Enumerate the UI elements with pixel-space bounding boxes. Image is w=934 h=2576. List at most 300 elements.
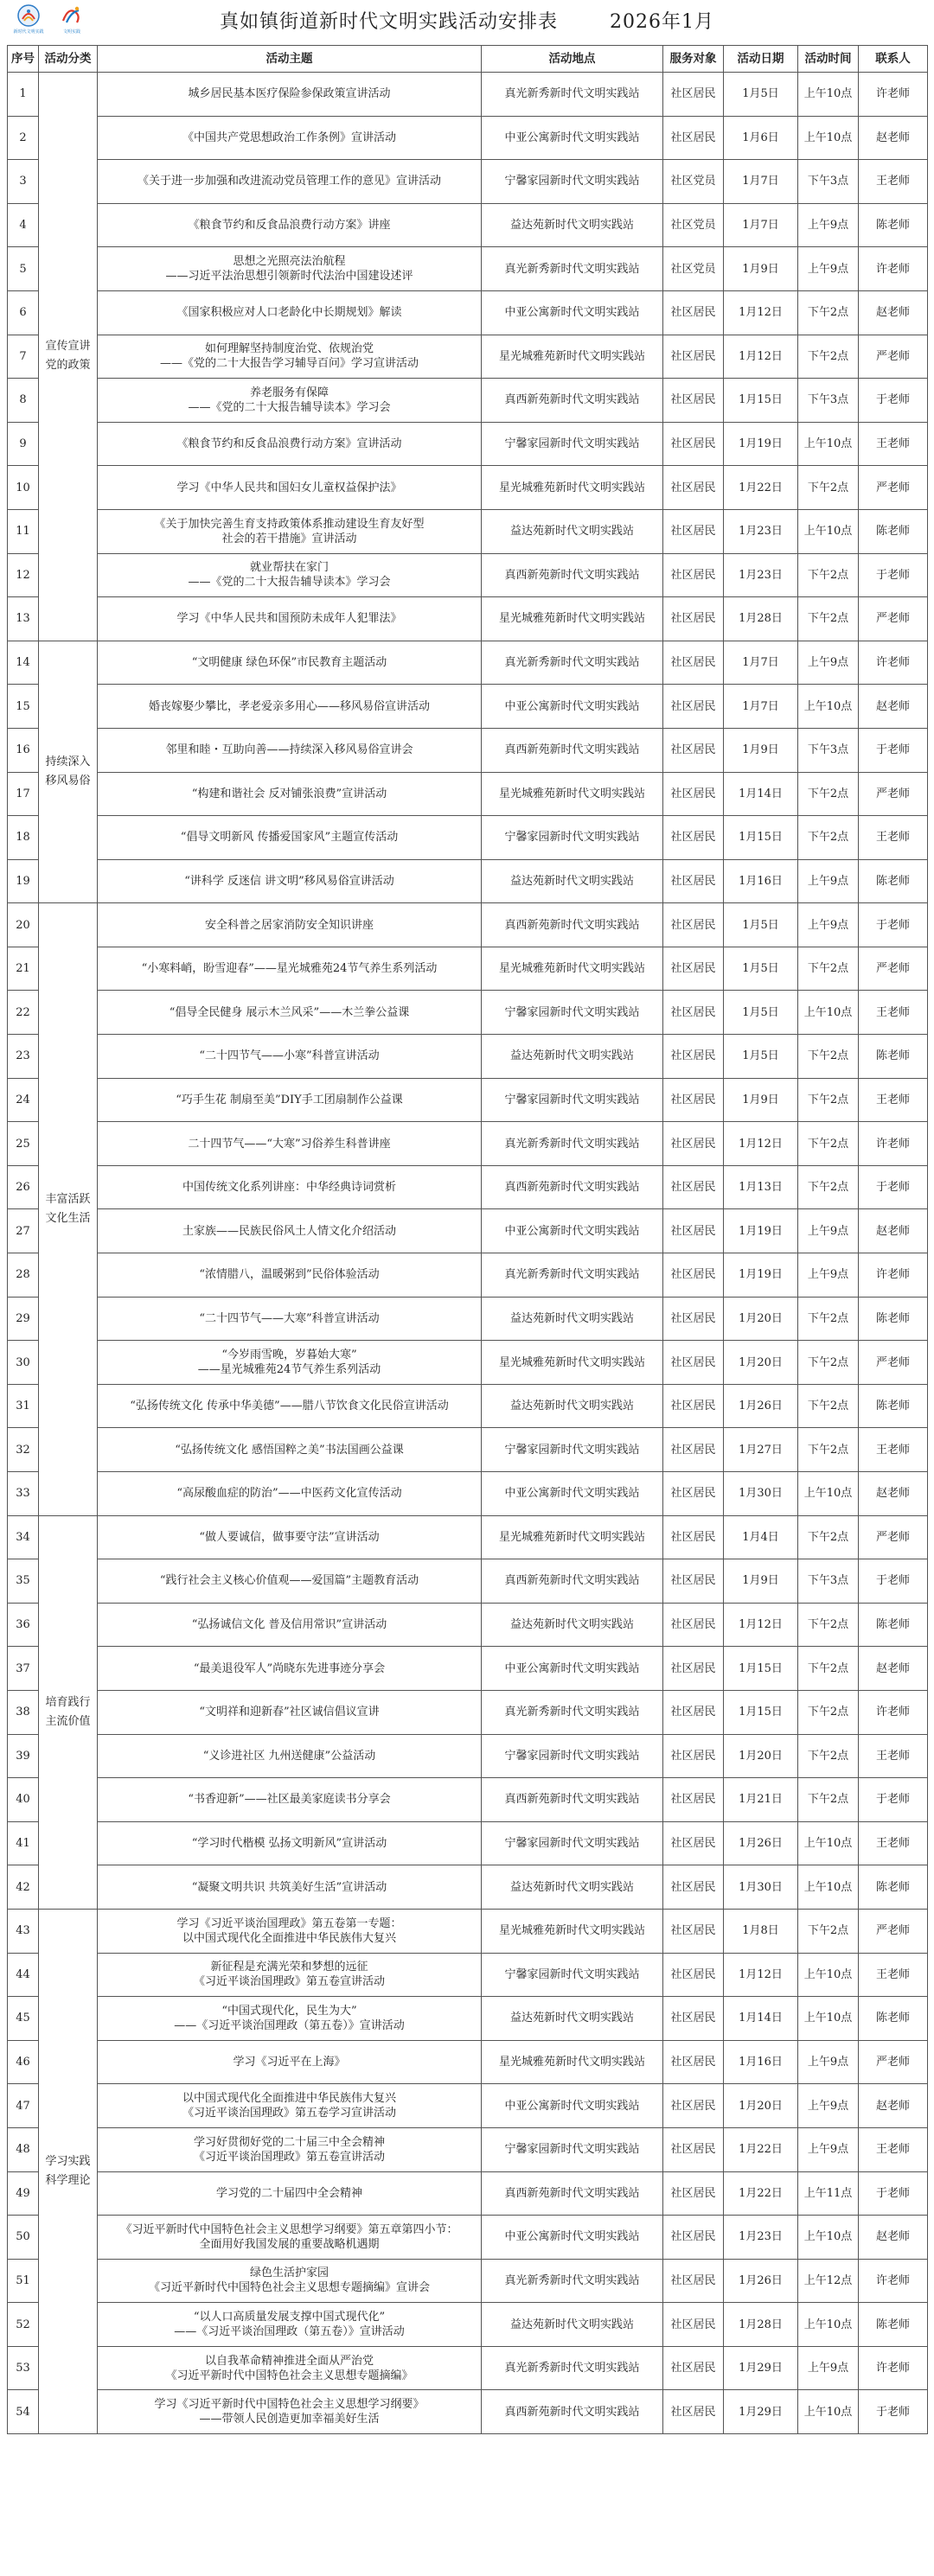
activity-place: 中亚公寓新时代文明实践站 — [482, 1209, 663, 1253]
activity-contact: 王老师 — [859, 422, 928, 466]
table-row — [8, 728, 928, 772]
activity-number: 3 — [8, 160, 39, 204]
activity-date: 1月5日 — [724, 903, 798, 947]
activity-contact: 赵老师 — [859, 2084, 928, 2128]
activity-theme: 学习好贯彻好党的二十届三中全会精神 《习近平谈治国理政》第五卷宣讲活动 — [98, 2127, 482, 2171]
activity-time: 上午9点 — [798, 2084, 859, 2128]
activity-target: 社区居民 — [663, 1297, 724, 1341]
activity-place: 真西新苑新时代文明实践站 — [482, 379, 663, 423]
activity-date: 1月12日 — [724, 290, 798, 335]
activity-contact: 陈老师 — [859, 203, 928, 247]
activity-place: 真光新秀新时代文明实践站 — [482, 2259, 663, 2303]
activity-theme: “凝聚文明共识 共筑美好生活”宣讲活动 — [98, 1865, 482, 1910]
table-row — [8, 641, 928, 685]
activity-number: 30 — [8, 1341, 39, 1385]
activity-time: 上午9点 — [798, 641, 859, 685]
activity-theme: “二十四节气——小寒”科普宣讲活动 — [98, 1035, 482, 1079]
activity-target: 社区居民 — [663, 903, 724, 947]
activity-place: 真光新秀新时代文明实践站 — [482, 1690, 663, 1734]
activity-place: 益达苑新时代文明实践站 — [482, 2303, 663, 2347]
activity-place: 星光城雅苑新时代文明实践站 — [482, 335, 663, 379]
activity-contact: 陈老师 — [859, 1865, 928, 1910]
activity-theme: 安全科普之居家消防安全知识讲座 — [98, 903, 482, 947]
activity-date: 1月15日 — [724, 379, 798, 423]
activity-time: 下午2点 — [798, 1035, 859, 1079]
activity-date: 1月9日 — [724, 1078, 798, 1122]
activity-theme: “义诊进社区 九州送健康”公益活动 — [98, 1734, 482, 1778]
table-row — [8, 2040, 928, 2084]
activity-place: 宁馨家园新时代文明实践站 — [482, 1428, 663, 1472]
activity-theme: 新征程是充满光荣和梦想的远征 《习近平谈治国理政》第五卷宣讲活动 — [98, 1953, 482, 1997]
activity-contact: 王老师 — [859, 1734, 928, 1778]
activity-place: 益达苑新时代文明实践站 — [482, 1603, 663, 1647]
activity-theme: “讲科学 反迷信 讲文明”移风易俗宣讲活动 — [98, 859, 482, 903]
activity-time: 上午10点 — [798, 991, 859, 1035]
activity-number: 42 — [8, 1865, 39, 1910]
table-row — [8, 859, 928, 903]
activity-theme: 中国传统文化系列讲座：中华经典诗词赏析 — [98, 1165, 482, 1209]
activity-date: 1月26日 — [724, 2259, 798, 2303]
activity-theme: 学习《中华人民共和国妇女儿童权益保护法》 — [98, 466, 482, 510]
activity-target: 社区居民 — [663, 1734, 724, 1778]
table-row — [8, 509, 928, 553]
activity-place: 真西新苑新时代文明实践站 — [482, 1165, 663, 1209]
activity-date: 1月8日 — [724, 1909, 798, 1953]
column-header-date: 活动日期 — [724, 46, 798, 73]
table-row — [8, 2127, 928, 2171]
activity-contact: 严老师 — [859, 1515, 928, 1559]
activity-time: 下午3点 — [798, 379, 859, 423]
table-row — [8, 1209, 928, 1253]
table-row — [8, 2303, 928, 2347]
activity-time: 上午9点 — [798, 1209, 859, 1253]
activity-time: 上午10点 — [798, 1472, 859, 1516]
activity-contact: 赵老师 — [859, 116, 928, 160]
activity-target: 社区居民 — [663, 1122, 724, 1166]
activity-number: 8 — [8, 379, 39, 423]
activity-number: 38 — [8, 1690, 39, 1734]
activity-date: 1月14日 — [724, 1997, 798, 2041]
activity-time: 上午10点 — [798, 509, 859, 553]
activity-theme: “倡导文明新风 传播爱国家风”主题宣传活动 — [98, 816, 482, 860]
activity-time: 下午2点 — [798, 597, 859, 641]
logo-left-text: 新时代文明实践 — [13, 29, 44, 35]
activity-time: 上午12点 — [798, 2259, 859, 2303]
activity-contact: 严老师 — [859, 2040, 928, 2084]
activity-target: 社区居民 — [663, 1515, 724, 1559]
activity-number: 34 — [8, 1515, 39, 1559]
table-row — [8, 1428, 928, 1472]
activity-contact: 于老师 — [859, 1559, 928, 1604]
column-header-theme: 活动主题 — [98, 46, 482, 73]
table-row — [8, 1778, 928, 1822]
activity-theme: 城乡居民基本医疗保险参保政策宣讲活动 — [98, 73, 482, 117]
activity-target: 社区居民 — [663, 1909, 724, 1953]
activity-date: 1月7日 — [724, 203, 798, 247]
activity-time: 下午2点 — [798, 1603, 859, 1647]
table-row — [8, 422, 928, 466]
activity-contact: 王老师 — [859, 1078, 928, 1122]
activity-theme: 《粮食节约和反食品浪费行动方案》宣讲活动 — [98, 422, 482, 466]
table-row — [8, 947, 928, 991]
activity-place: 益达苑新时代文明实践站 — [482, 203, 663, 247]
activity-date: 1月30日 — [724, 1865, 798, 1910]
activity-target: 社区党员 — [663, 247, 724, 291]
table-row — [8, 2216, 928, 2260]
activity-target: 社区居民 — [663, 816, 724, 860]
activity-theme: “以人口高质量发展支撑中国式现代化” ——《习近平谈治国理政（第五卷）》宣讲活动 — [98, 2303, 482, 2347]
activity-target: 社区居民 — [663, 2127, 724, 2171]
activity-time: 上午10点 — [798, 2216, 859, 2260]
activity-date: 1月30日 — [724, 1472, 798, 1516]
activity-date: 1月7日 — [724, 685, 798, 729]
column-header-no: 序号 — [8, 46, 39, 73]
activity-theme: “书香迎新”——社区最美家庭读书分享会 — [98, 1778, 482, 1822]
activity-target: 社区居民 — [663, 509, 724, 553]
activity-target: 社区居民 — [663, 1865, 724, 1910]
activity-date: 1月26日 — [724, 1384, 798, 1428]
activity-date: 1月6日 — [724, 116, 798, 160]
table-row — [8, 2390, 928, 2434]
activity-target: 社区党员 — [663, 203, 724, 247]
activity-number: 50 — [8, 2216, 39, 2260]
activity-date: 1月22日 — [724, 2171, 798, 2216]
activity-target: 社区居民 — [663, 1165, 724, 1209]
activity-target: 社区居民 — [663, 685, 724, 729]
activity-place: 星光城雅苑新时代文明实践站 — [482, 772, 663, 816]
activity-number: 29 — [8, 1297, 39, 1341]
activity-target: 社区居民 — [663, 1821, 724, 1865]
activity-number: 37 — [8, 1647, 39, 1691]
activity-number: 33 — [8, 1472, 39, 1516]
activity-place: 中亚公寓新时代文明实践站 — [482, 1472, 663, 1516]
activity-number: 10 — [8, 466, 39, 510]
activity-time: 下午2点 — [798, 1778, 859, 1822]
activity-time: 上午10点 — [798, 685, 859, 729]
activity-date: 1月22日 — [724, 466, 798, 510]
document-header — [7, 0, 927, 45]
activity-date: 1月16日 — [724, 859, 798, 903]
activity-time: 下午2点 — [798, 335, 859, 379]
table-row — [8, 1122, 928, 1166]
activity-time: 上午9点 — [798, 247, 859, 291]
activity-place: 益达苑新时代文明实践站 — [482, 1865, 663, 1910]
activity-theme: 养老服务有保障 ——《党的二十大报告辅导读本》学习会 — [98, 379, 482, 423]
activity-date: 1月27日 — [724, 1428, 798, 1472]
activity-time: 上午10点 — [798, 422, 859, 466]
activity-theme: 婚丧嫁娶少攀比，孝老爱亲多用心——移风易俗宣讲活动 — [98, 685, 482, 729]
activity-theme: “文明祥和迎新春”社区诚信倡议宣讲 — [98, 1690, 482, 1734]
activity-date: 1月20日 — [724, 2084, 798, 2128]
activity-place: 星光城雅苑新时代文明实践站 — [482, 1909, 663, 1953]
table-row — [8, 553, 928, 597]
activity-target: 社区居民 — [663, 2390, 724, 2434]
activity-theme: 学习《习近平新时代中国特色社会主义思想学习纲要》 ——带领人民创造更加幸福美好生活 — [98, 2390, 482, 2434]
activity-date: 1月4日 — [724, 1515, 798, 1559]
activity-date: 1月12日 — [724, 1122, 798, 1166]
activity-date: 1月29日 — [724, 2390, 798, 2434]
activity-place: 真西新苑新时代文明实践站 — [482, 553, 663, 597]
activity-contact: 许老师 — [859, 73, 928, 117]
activity-target: 社区居民 — [663, 859, 724, 903]
activity-number: 4 — [8, 203, 39, 247]
table-row — [8, 1603, 928, 1647]
activity-time: 上午9点 — [798, 2346, 859, 2390]
activity-contact: 于老师 — [859, 379, 928, 423]
activity-contact: 王老师 — [859, 991, 928, 1035]
activity-time: 上午10点 — [798, 116, 859, 160]
activity-target: 社区居民 — [663, 947, 724, 991]
activity-time: 上午10点 — [798, 1821, 859, 1865]
activity-time: 下午3点 — [798, 1559, 859, 1604]
activity-date: 1月5日 — [724, 947, 798, 991]
activity-contact: 严老师 — [859, 1341, 928, 1385]
activity-date: 1月21日 — [724, 1778, 798, 1822]
activity-target: 社区居民 — [663, 1078, 724, 1122]
activity-contact: 于老师 — [859, 903, 928, 947]
activity-target: 社区居民 — [663, 1253, 724, 1298]
activity-theme: 以中国式现代化全面推进中华民族伟大复兴 《习近平谈治国理政》第五卷学习宣讲活动 — [98, 2084, 482, 2128]
activity-time: 上午10点 — [798, 2303, 859, 2347]
activity-target: 社区居民 — [663, 1603, 724, 1647]
activity-contact: 陈老师 — [859, 859, 928, 903]
activity-number: 53 — [8, 2346, 39, 2390]
activity-number: 15 — [8, 685, 39, 729]
activity-place: 星光城雅苑新时代文明实践站 — [482, 2040, 663, 2084]
table-row — [8, 772, 928, 816]
table-row — [8, 2171, 928, 2216]
activity-date: 1月9日 — [724, 247, 798, 291]
activity-target: 社区居民 — [663, 466, 724, 510]
activity-number: 40 — [8, 1778, 39, 1822]
activity-contact: 陈老师 — [859, 1384, 928, 1428]
activity-number: 17 — [8, 772, 39, 816]
activity-time: 上午10点 — [798, 2390, 859, 2434]
activity-contact: 陈老师 — [859, 1297, 928, 1341]
activity-theme: “倡导全民健身 展示木兰风采”——木兰拳公益课 — [98, 991, 482, 1035]
table-row — [8, 466, 928, 510]
activity-target: 社区居民 — [663, 1559, 724, 1604]
activity-place: 真光新秀新时代文明实践站 — [482, 1253, 663, 1298]
activity-place: 宁馨家园新时代文明实践站 — [482, 1734, 663, 1778]
activity-time: 上午9点 — [798, 2127, 859, 2171]
activity-place: 益达苑新时代文明实践站 — [482, 1384, 663, 1428]
table-row — [8, 2346, 928, 2390]
activity-contact: 陈老师 — [859, 1997, 928, 2041]
activity-theme: 学习《习近平谈治国理政》第五卷第一专题： 以中国式现代化全面推进中华民族伟大复兴 — [98, 1909, 482, 1953]
table-row — [8, 903, 928, 947]
activity-place: 星光城雅苑新时代文明实践站 — [482, 1341, 663, 1385]
table-row — [8, 1953, 928, 1997]
table-row — [8, 1647, 928, 1691]
activity-number: 13 — [8, 597, 39, 641]
activity-time: 下午2点 — [798, 1734, 859, 1778]
activity-target: 社区居民 — [663, 1647, 724, 1691]
activity-time: 下午2点 — [798, 947, 859, 991]
activity-theme: “弘扬传统文化 感悟国粹之美”书法国画公益课 — [98, 1428, 482, 1472]
activity-target: 社区居民 — [663, 991, 724, 1035]
activity-target: 社区居民 — [663, 335, 724, 379]
activity-contact: 许老师 — [859, 247, 928, 291]
activity-target: 社区居民 — [663, 641, 724, 685]
activity-category: 宣传宣讲 党的政策 — [39, 73, 98, 641]
activity-contact: 许老师 — [859, 2259, 928, 2303]
activity-target: 社区居民 — [663, 2346, 724, 2390]
activity-contact: 王老师 — [859, 2127, 928, 2171]
activity-number: 41 — [8, 1821, 39, 1865]
activity-target: 社区居民 — [663, 1472, 724, 1516]
activity-number: 6 — [8, 290, 39, 335]
activity-theme: “文明健康 绿色环保”市民教育主题活动 — [98, 641, 482, 685]
activity-contact: 于老师 — [859, 553, 928, 597]
activity-place: 真光新秀新时代文明实践站 — [482, 1122, 663, 1166]
activity-time: 下午2点 — [798, 1078, 859, 1122]
activity-theme: 学习《习近平在上海》 — [98, 2040, 482, 2084]
activity-date: 1月28日 — [724, 597, 798, 641]
activity-date: 1月23日 — [724, 509, 798, 553]
activity-number: 35 — [8, 1559, 39, 1604]
activity-theme: “践行社会主义核心价值观——爱国篇”主题教育活动 — [98, 1559, 482, 1604]
activity-theme: “构建和谐社会 反对铺张浪费”宣讲活动 — [98, 772, 482, 816]
activity-time: 下午2点 — [798, 1647, 859, 1691]
page — [7, 0, 927, 2434]
activity-date: 1月26日 — [724, 1821, 798, 1865]
activity-place: 益达苑新时代文明实践站 — [482, 1035, 663, 1079]
activity-number: 23 — [8, 1035, 39, 1079]
activity-place: 宁馨家园新时代文明实践站 — [482, 1953, 663, 1997]
activity-target: 社区居民 — [663, 1953, 724, 1997]
activity-contact: 王老师 — [859, 1953, 928, 1997]
activity-theme: 就业帮扶在家门 ——《党的二十大报告辅导读本》学习会 — [98, 553, 482, 597]
activity-date: 1月15日 — [724, 1690, 798, 1734]
activity-theme: 《习近平新时代中国特色社会主义思想学习纲要》第五章第四小节： 全面用好我国发展的重要战略机遇期 — [98, 2216, 482, 2260]
activity-number: 43 — [8, 1909, 39, 1953]
activity-target: 社区居民 — [663, 1997, 724, 2041]
activity-date: 1月5日 — [724, 1035, 798, 1079]
activity-number: 54 — [8, 2390, 39, 2434]
activity-place: 宁馨家园新时代文明实践站 — [482, 1821, 663, 1865]
activity-number: 25 — [8, 1122, 39, 1166]
activity-time: 下午2点 — [798, 1122, 859, 1166]
activity-target: 社区居民 — [663, 1778, 724, 1822]
activity-number: 36 — [8, 1603, 39, 1647]
table-row — [8, 379, 928, 423]
activity-contact: 陈老师 — [859, 1035, 928, 1079]
activity-date: 1月20日 — [724, 1297, 798, 1341]
activity-number: 9 — [8, 422, 39, 466]
activity-contact: 于老师 — [859, 728, 928, 772]
activity-date: 1月16日 — [724, 2040, 798, 2084]
activity-time: 上午11点 — [798, 2171, 859, 2216]
activity-theme: “浓情腊八，温暖粥到”民俗体验活动 — [98, 1253, 482, 1298]
activity-place: 真光新秀新时代文明实践站 — [482, 73, 663, 117]
activity-place: 真西新苑新时代文明实践站 — [482, 1778, 663, 1822]
table-row — [8, 1515, 928, 1559]
activity-contact: 陈老师 — [859, 1603, 928, 1647]
table-row — [8, 1035, 928, 1079]
activity-contact: 陈老师 — [859, 509, 928, 553]
activity-number: 11 — [8, 509, 39, 553]
activity-place: 星光城雅苑新时代文明实践站 — [482, 1515, 663, 1559]
activity-theme: 《国家积极应对人口老龄化中长期规划》解读 — [98, 290, 482, 335]
activity-target: 社区居民 — [663, 1035, 724, 1079]
activity-number: 39 — [8, 1734, 39, 1778]
activity-date: 1月12日 — [724, 335, 798, 379]
activity-contact: 严老师 — [859, 772, 928, 816]
activity-contact: 王老师 — [859, 160, 928, 204]
activity-target: 社区党员 — [663, 160, 724, 204]
activity-date: 1月15日 — [724, 1647, 798, 1691]
activity-time: 下午2点 — [798, 1384, 859, 1428]
activity-theme: “今岁雨雪晚，岁暮始大寒” ——星光城雅苑24节气养生系列活动 — [98, 1341, 482, 1385]
table-row — [8, 2259, 928, 2303]
activity-category: 培育践行 主流价值 — [39, 1515, 98, 1909]
activity-target: 社区居民 — [663, 1690, 724, 1734]
activity-time: 上午9点 — [798, 1253, 859, 1298]
activity-contact: 王老师 — [859, 1821, 928, 1865]
activity-place: 宁馨家园新时代文明实践站 — [482, 2127, 663, 2171]
activity-date: 1月23日 — [724, 2216, 798, 2260]
activity-time: 上午9点 — [798, 859, 859, 903]
table-row — [8, 685, 928, 729]
activity-contact: 许老师 — [859, 2346, 928, 2390]
activity-place: 真西新苑新时代文明实践站 — [482, 2171, 663, 2216]
activity-place: 真光新秀新时代文明实践站 — [482, 641, 663, 685]
activity-theme: 《粮食节约和反食品浪费行动方案》讲座 — [98, 203, 482, 247]
activity-contact: 严老师 — [859, 466, 928, 510]
activity-number: 49 — [8, 2171, 39, 2216]
activity-number: 32 — [8, 1428, 39, 1472]
table-row — [8, 290, 928, 335]
activity-date: 1月19日 — [724, 1253, 798, 1298]
table-row — [8, 1165, 928, 1209]
activity-theme: 绿色生活护家园 《习近平新时代中国特色社会主义思想专题摘编》宣讲会 — [98, 2259, 482, 2303]
activity-target: 社区居民 — [663, 772, 724, 816]
logo-right-text: 文明实践 — [62, 29, 80, 35]
activity-date: 1月22日 — [724, 2127, 798, 2171]
activity-number: 19 — [8, 859, 39, 903]
activity-theme: “高尿酸血症的防治”——中医药文化宣传活动 — [98, 1472, 482, 1516]
activity-contact: 严老师 — [859, 1909, 928, 1953]
activity-contact: 于老师 — [859, 2171, 928, 2216]
activity-number: 44 — [8, 1953, 39, 1997]
activity-theme: 土家族——民族民俗风土人情文化介绍活动 — [98, 1209, 482, 1253]
activity-contact: 严老师 — [859, 335, 928, 379]
activity-target: 社区居民 — [663, 2216, 724, 2260]
activity-target: 社区居民 — [663, 1384, 724, 1428]
activity-time: 下午2点 — [798, 1909, 859, 1953]
table-row — [8, 203, 928, 247]
column-header-contact: 联系人 — [859, 46, 928, 73]
activity-time: 上午10点 — [798, 1865, 859, 1910]
activity-contact: 赵老师 — [859, 1472, 928, 1516]
table-row — [8, 73, 928, 117]
activity-time: 下午2点 — [798, 1690, 859, 1734]
activity-category: 持续深入 移风易俗 — [39, 641, 98, 903]
activity-contact: 于老师 — [859, 1778, 928, 1822]
activity-target: 社区居民 — [663, 2171, 724, 2216]
activity-place: 真西新苑新时代文明实践站 — [482, 1559, 663, 1604]
activity-theme: “弘扬传统文化 传承中华美德”——腊八节饮食文化民俗宣讲活动 — [98, 1384, 482, 1428]
activity-time: 上午9点 — [798, 2040, 859, 2084]
activity-target: 社区居民 — [663, 116, 724, 160]
activity-date: 1月20日 — [724, 1341, 798, 1385]
activity-number: 51 — [8, 2259, 39, 2303]
table-row — [8, 991, 928, 1035]
activity-target: 社区居民 — [663, 553, 724, 597]
activity-date: 1月12日 — [724, 1603, 798, 1647]
activity-number: 24 — [8, 1078, 39, 1122]
